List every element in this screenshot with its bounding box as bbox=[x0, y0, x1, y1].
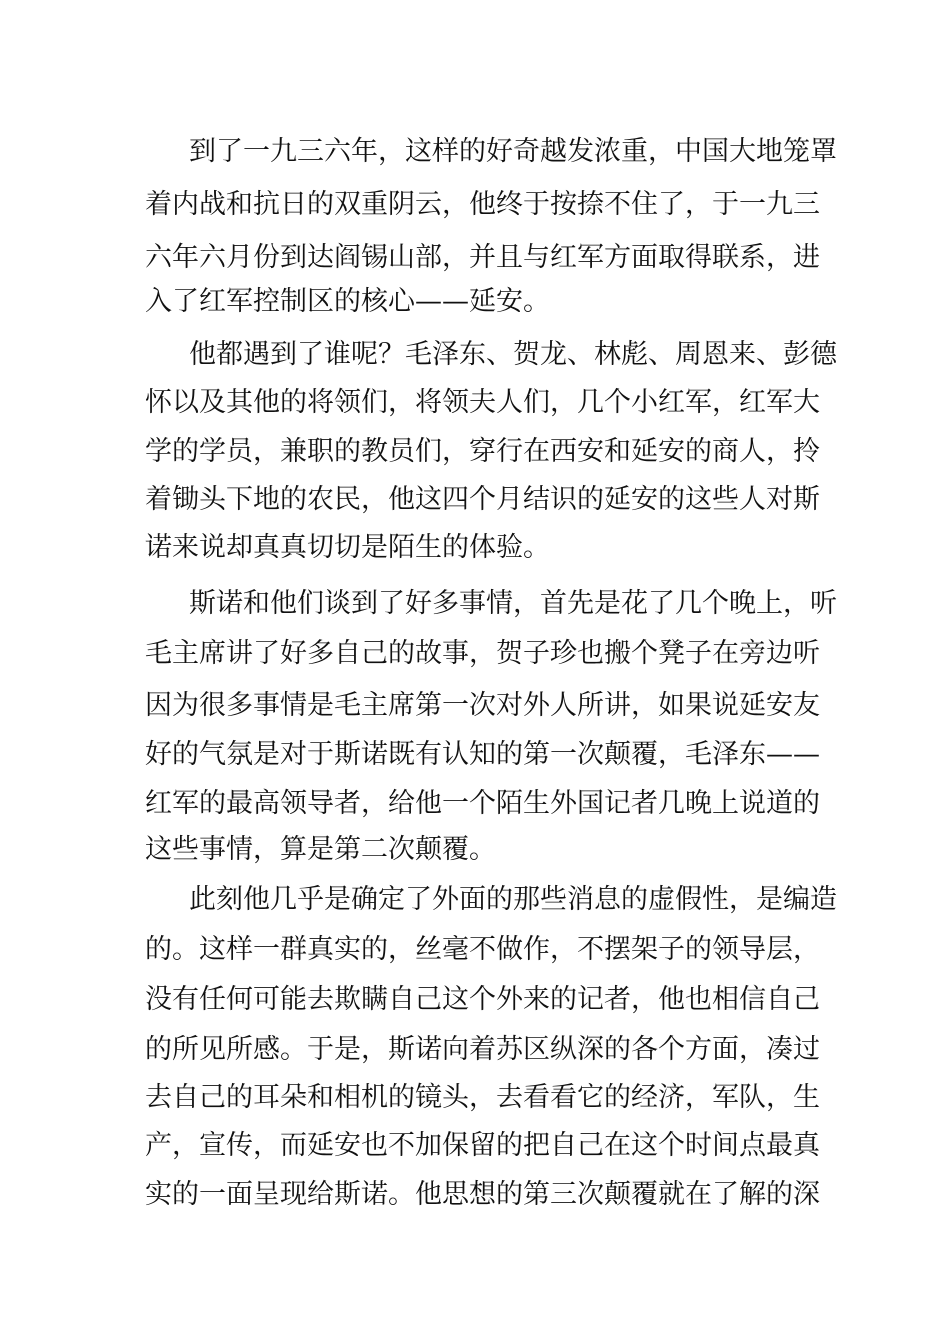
text-line: 没有任何可能去欺瞒自己这个外来的记者，他也相信自己 bbox=[145, 984, 820, 1015]
text-line: 怀以及其他的将领们，将领夫人们，几个小红军，红军大 bbox=[145, 387, 820, 418]
text-line: 学的学员，兼职的教员们，穿行在西安和延安的商人，拎 bbox=[145, 436, 820, 467]
text-line: 着内战和抗日的双重阴云，他终于按捺不住了，于一九三 bbox=[145, 189, 820, 220]
text-line: 去自己的耳朵和相机的镜头，去看看它的经济，军队，生 bbox=[145, 1082, 820, 1113]
text-line: 实的一面呈现给斯诺。他思想的第三次颠覆就在了解的深 bbox=[145, 1179, 820, 1210]
text-line: 着锄头下地的农民，他这四个月结识的延安的这些人对斯 bbox=[145, 484, 820, 515]
text-line: 六年六月份到达阎锡山部，并且与红军方面取得联系，进 bbox=[145, 242, 820, 273]
text-line: 红军的最高领导者，给他一个陌生外国记者几晚上说道的 bbox=[145, 788, 820, 819]
text-line: 的所见所感。于是，斯诺向着苏区纵深的各个方面，凑过 bbox=[145, 1034, 820, 1065]
text-line: 好的气氛是对于斯诺既有认知的第一次颠覆，毛泽东—— bbox=[145, 739, 820, 770]
text-line: 他都遇到了谁呢？毛泽东、贺龙、林彪、周恩来、彭德 bbox=[189, 339, 837, 370]
text-line: 的。这样一群真实的，丝毫不做作，不摆架子的领导层， bbox=[145, 934, 820, 965]
text-line: 因为很多事情是毛主席第一次对外人所讲，如果说延安友 bbox=[145, 690, 820, 721]
text-line: 这些事情，算是第二次颠覆。 bbox=[145, 834, 496, 865]
text-line: 毛主席讲了好多自己的故事，贺子珍也搬个凳子在旁边听 bbox=[145, 638, 820, 669]
text-line: 斯诺和他们谈到了好多事情，首先是花了几个晚上，听 bbox=[189, 588, 837, 619]
text-line: 产，宣传，而延安也不加保留的把自己在这个时间点最真 bbox=[145, 1130, 820, 1161]
text-line: 此刻他几乎是确定了外面的那些消息的虚假性，是编造 bbox=[189, 884, 837, 915]
text-line: 到了一九三六年，这样的好奇越发浓重，中国大地笼罩 bbox=[189, 136, 837, 167]
text-line: 诺来说却真真切切是陌生的体验。 bbox=[145, 532, 550, 563]
text-line: 入了红军控制区的核心——延安。 bbox=[145, 286, 550, 317]
